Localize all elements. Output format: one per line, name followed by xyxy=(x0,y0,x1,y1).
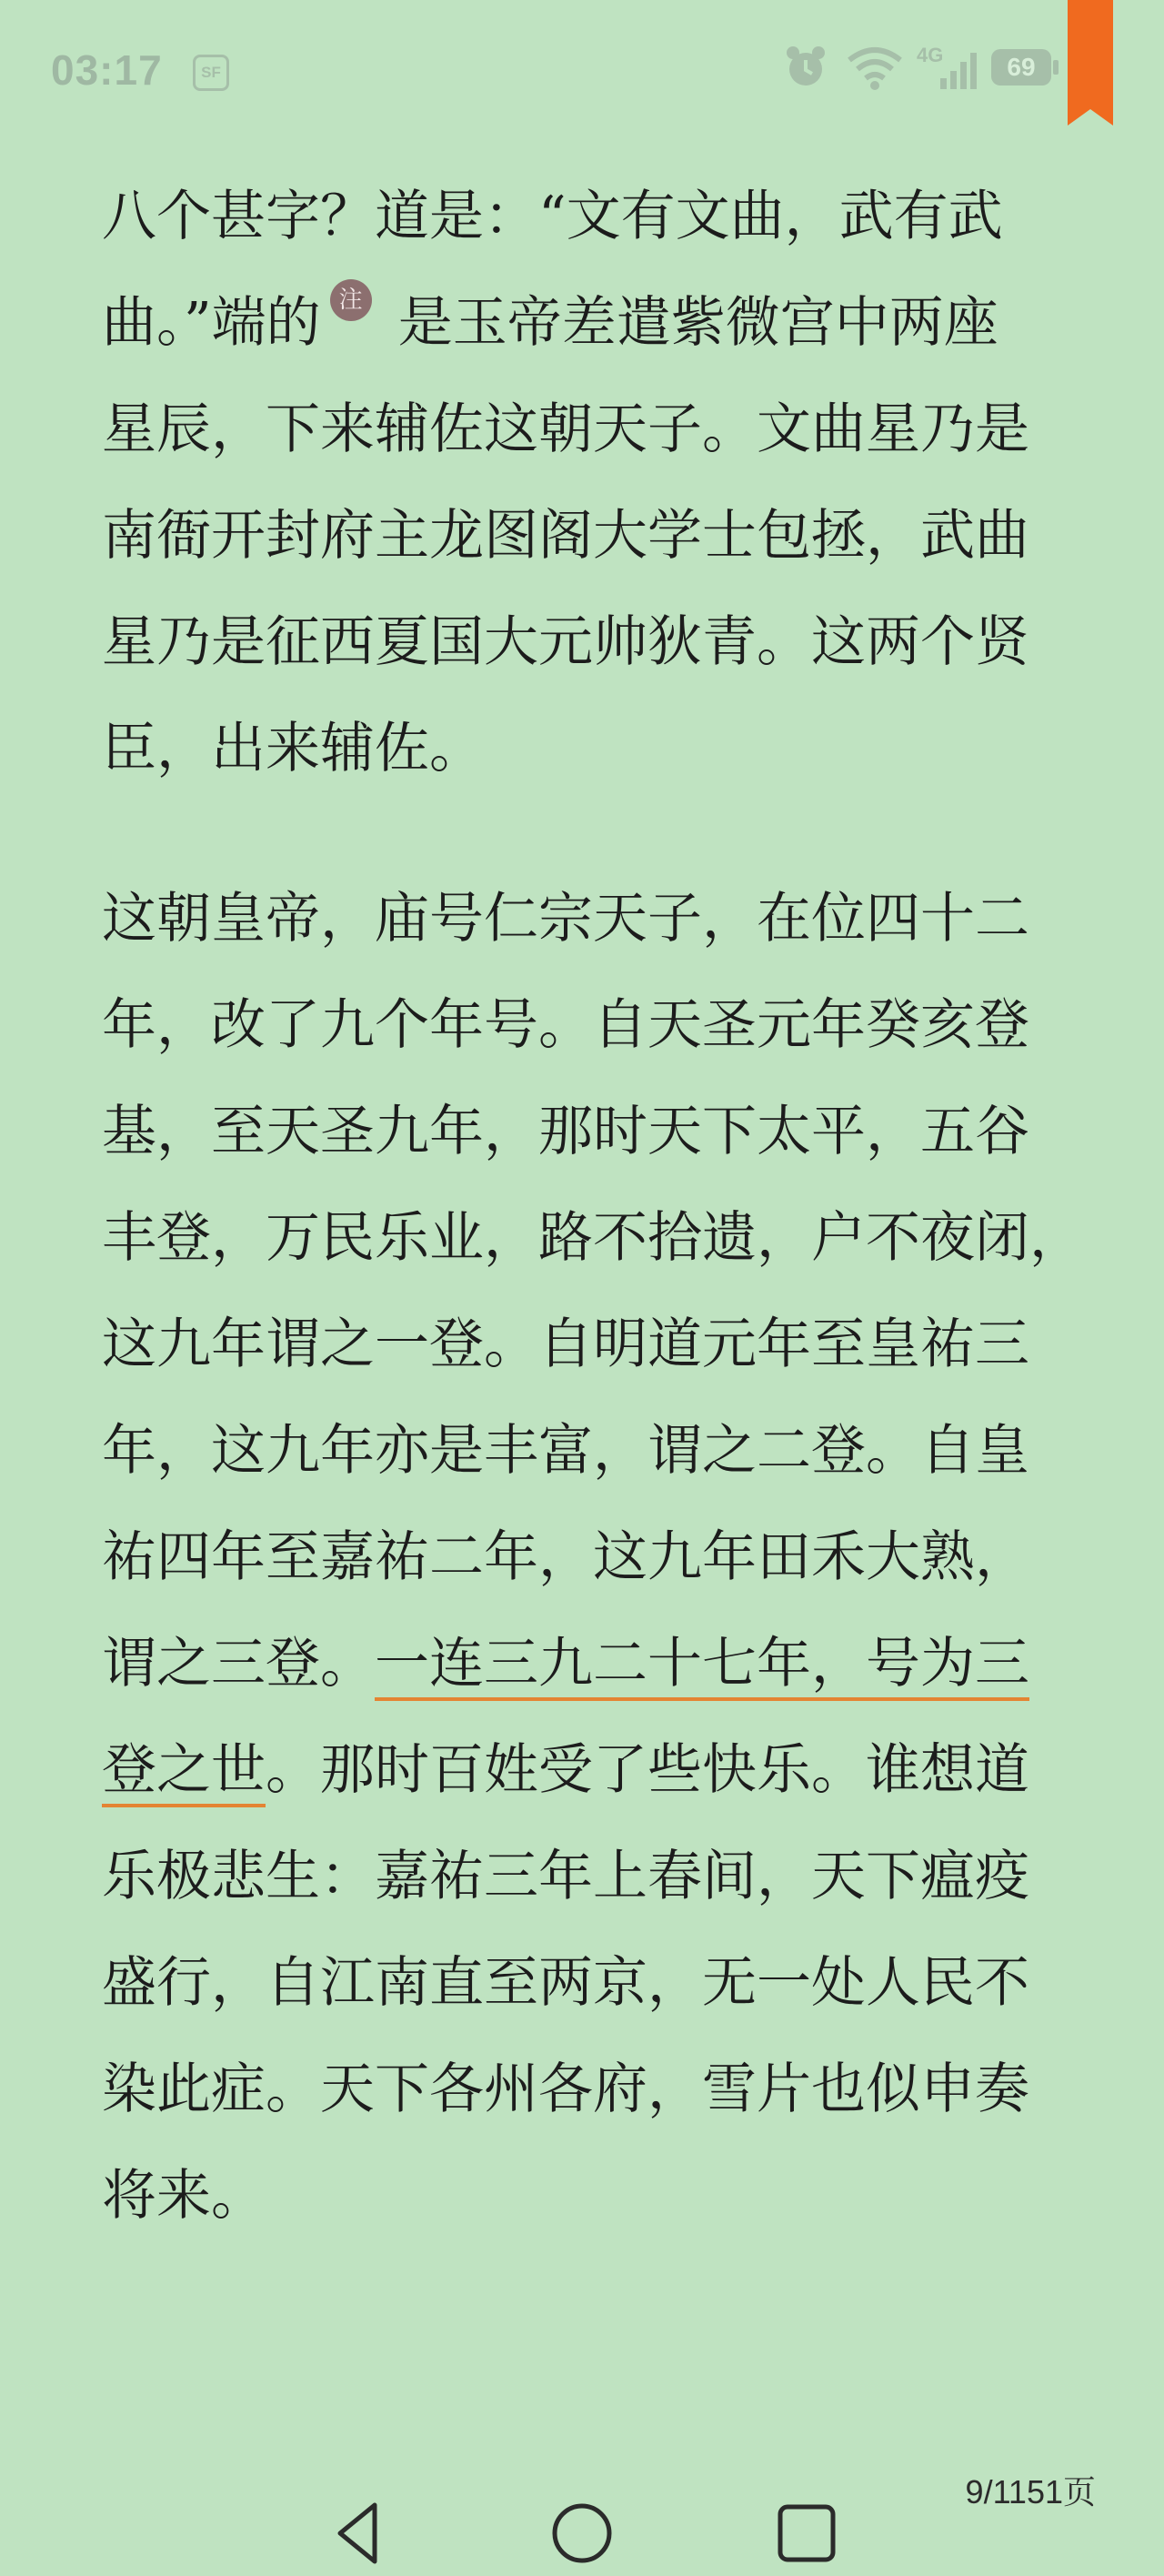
status-bar xyxy=(0,0,1164,146)
text-line xyxy=(102,1611,1066,1717)
text-line xyxy=(102,1079,1066,1185)
status-time: 03:17 xyxy=(51,46,163,94)
alarm-icon xyxy=(782,44,829,91)
battery-icon xyxy=(991,44,1064,91)
network-type: 4G xyxy=(917,44,944,66)
highlighted-text[interactable]: 一连三九二十七年，号为三 xyxy=(375,1632,1029,1701)
navigation-bar xyxy=(0,2492,1164,2576)
text-line xyxy=(102,377,1066,483)
text-segment: 乐极悲生：嘉祐三年上春间，天下瘟疫 xyxy=(102,1845,1029,1908)
text-line xyxy=(102,483,1066,589)
text-segment: 年，这九年亦是丰富，谓之二登。自皇 xyxy=(102,1419,1029,1483)
bookmark-icon[interactable] xyxy=(1068,0,1113,126)
text-segment: 八个甚字？道是：“文有文曲，武有武 xyxy=(102,185,1003,248)
text-line xyxy=(102,696,1066,802)
text-segment: 盛行，自江南直至两京，无一处人民不 xyxy=(102,1951,1029,2015)
highlighted-text[interactable]: 登之世 xyxy=(102,1738,266,1807)
text-line xyxy=(102,1504,1066,1611)
text-segment: 丰登，万民乐业，路不拾遗，户不夜闭， xyxy=(102,1206,1084,1270)
text-segment: 基，至天圣九年，那时天下太平，五谷 xyxy=(102,1100,1029,1163)
text-line xyxy=(102,164,1066,270)
text-segment: 谓之三登。 xyxy=(102,1632,375,1696)
text-segment: 这九年谓之一登。自明道元年至皇祐三 xyxy=(102,1313,1029,1376)
sf-badge: SF xyxy=(193,55,229,91)
text-line xyxy=(102,972,1066,1079)
text-line xyxy=(102,1292,1066,1398)
annotation-note-icon[interactable]: 注 xyxy=(330,279,372,321)
paragraph xyxy=(102,164,1066,802)
text-line xyxy=(102,2143,1066,2249)
text-line xyxy=(102,866,1066,972)
text-line xyxy=(102,1398,1066,1504)
reader-content[interactable] xyxy=(102,164,1084,2249)
text-segment: 星乃是征西夏国大元帅狄青。这两个贤 xyxy=(102,610,1029,674)
text-segment: 年，改了九个年号。自天圣元年癸亥登 xyxy=(102,993,1029,1057)
page-number: 9/1151页 xyxy=(965,2473,1096,2511)
text-line xyxy=(102,1824,1066,1930)
text-segment: 臣，出来辅佐。 xyxy=(102,717,484,780)
text-segment: 南衙开封府主龙图阁大学士包拯，武曲 xyxy=(102,504,1029,568)
home-icon[interactable] xyxy=(541,2492,623,2574)
signal-icon xyxy=(917,44,980,91)
text-segment: 祐四年至嘉祐二年，这九年田禾大熟， xyxy=(102,1525,1029,1589)
text-line xyxy=(102,2037,1066,2143)
paragraph xyxy=(102,866,1084,2249)
text-line xyxy=(102,1717,1066,1824)
text-line xyxy=(102,1930,1066,2037)
wifi-icon xyxy=(846,44,904,91)
recents-icon[interactable] xyxy=(766,2492,848,2574)
text-line xyxy=(102,1185,1084,1292)
text-segment: 是玉帝差遣紫微宫中两座 xyxy=(380,291,998,355)
text-segment: 将来。 xyxy=(102,2164,266,2228)
back-icon[interactable] xyxy=(318,2492,400,2574)
text-segment: 这朝皇帝，庙号仁宗天子，在位四十二 xyxy=(102,887,1029,951)
text-segment: 。那时百姓受了些快乐。谁想道 xyxy=(266,1738,1029,1802)
battery-level: 69 xyxy=(1007,53,1036,81)
text-segment: 染此症。天下各州各府，雪片也似申奏 xyxy=(102,2058,1029,2121)
text-line xyxy=(102,270,1066,377)
text-line xyxy=(102,589,1066,696)
text-segment: 星辰，下来辅佐这朝天子。文曲星乃是 xyxy=(102,397,1029,461)
paragraph-gap xyxy=(102,802,1066,866)
text-segment: 曲。”端的 xyxy=(102,291,321,355)
